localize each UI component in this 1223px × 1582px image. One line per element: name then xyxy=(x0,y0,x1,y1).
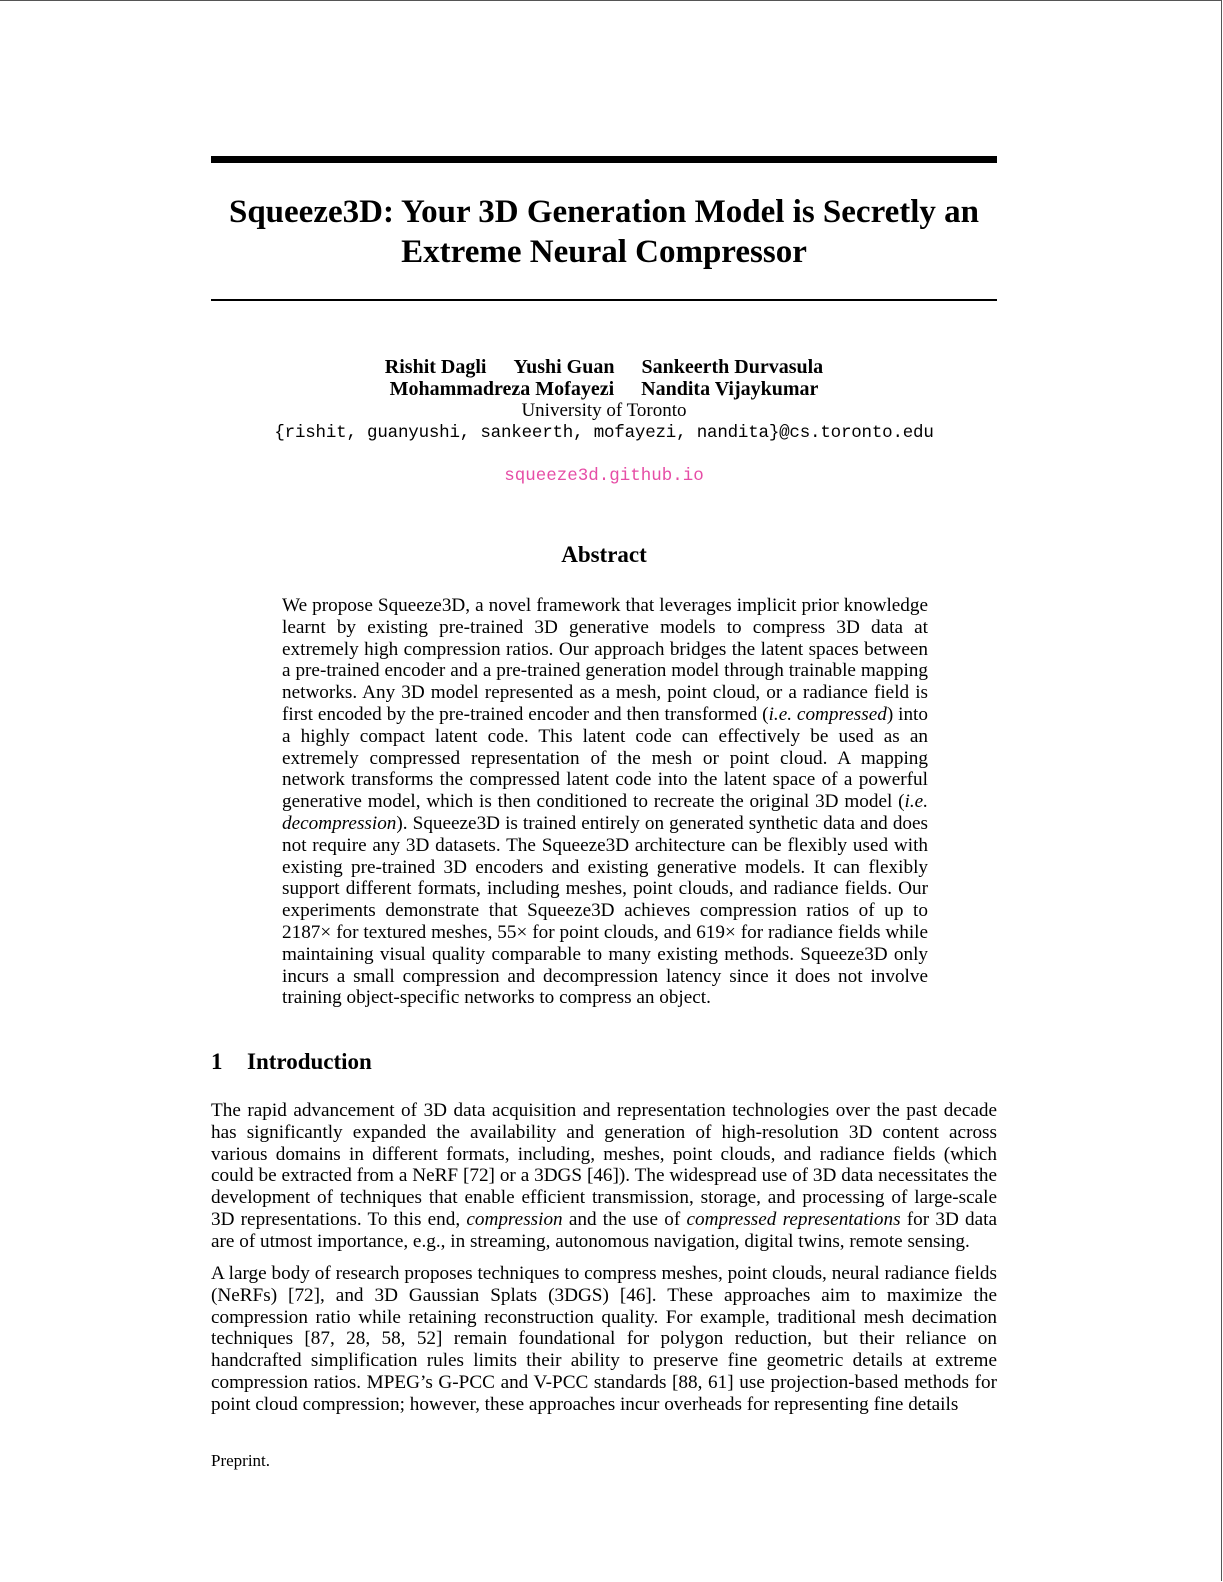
paper-title-line-1: Squeeze3D: Your 3D Generation Model is Secretly an xyxy=(228,194,980,230)
author-emails: {rishit, guanyushi, sankeerth, mofayezi, nandita}@cs.toronto.edu xyxy=(274,423,934,443)
abstract-text: ). Squeeze3D is trained entirely on generated synthetic data and does not require any 3D datasets. The Squeeze3D architecture can be flexibly used with existing pre-trained 3D encoders and existing generative models. It can flexibly support different formats, including meshes, point clouds, and radiance fields. Our experiments demonstrate that Squeeze3D achieves compression ratios of up to 2187× for textured meshes, 55× for point clouds, and 619× for radiance fields while maintaining visual quality comparable to many existing methods. Squeeze3D only incurs a small compression and decompression latency since it does not involve training object-specific networks to compress an object. xyxy=(282,812,928,1009)
abstract-text: We propose Squeeze3D, a novel framework that leverages implicit prior knowledge learnt by existing pre-trained 3D generative models to compress 3D data at extremely high compression ratios. Our approach bridges the latent spaces between a pre-trained encoder and a pre-trained generation model through trainable mapping networks. Any 3D model represented as a mesh, point cloud, or a radiance field is first encoded by the pre-trained encoder and then transformed ( xyxy=(282,595,928,725)
paper-title-line-2: Extreme Neural Compressor xyxy=(401,234,807,270)
abstract-emphasis: i.e. decompression xyxy=(282,791,928,834)
paragraph-emphasis: compressed representations xyxy=(686,1208,901,1230)
author-name: Mohammadreza Mofayezi xyxy=(389,378,615,400)
section-number: 1 xyxy=(211,1049,223,1074)
paragraph-emphasis: compression xyxy=(466,1208,563,1230)
author-line-2 xyxy=(211,378,997,400)
author-name: Yushi Guan xyxy=(513,356,615,378)
intro-paragraph-2: A large body of research proposes techniques to compress meshes, point clouds, neural radiance fields (NeRFs) [72], and 3D Gaussian Splats (3DGS) [46]. These approaches aim to maximize the compression ratio while retaining reconstruction quality. For example, traditional mesh decimation techniques [87, 28, 58, 52] remain foundational for polygon reduction, but their reliance on handcrafted simplification rules limits their ability to preserve fine geometric details at extreme compression ratios. MPEG’s G-PCC and V-PCC standards [88, 61] use projection-based methods for point cloud compression; however, these approaches incur overheads for representing fine details xyxy=(211,1263,997,1415)
paragraph-text: The rapid advancement of 3D data acquisition and representation technologies over the past decade has significantly expanded the availability and generation of high-resolution 3D content across various domains in different formats, including, meshes, point clouds, and radiance fields (which could be extracted from a NeRF [72] or a 3DGS [46]). The widespread use of 3D data necessitates the development of techniques that enable efficient transmission, storage, and processing of large-scale 3D representations. To this end, xyxy=(211,1100,997,1230)
title-top-rule xyxy=(211,156,997,163)
author-name: Sankeerth Durvasula xyxy=(641,356,824,378)
abstract-emphasis: i.e. compressed xyxy=(768,703,887,725)
affiliation: University of Toronto xyxy=(521,400,687,421)
paper-title xyxy=(211,192,997,272)
abstract-text: ) into a highly compact latent code. This latent code can effectively be used as an extremely compressed representation of the mesh or point cloud. A mapping network transforms the compressed latent code into the latent space of a powerful generative model, which is then conditioned to recreate the original 3D model ( xyxy=(282,703,928,813)
author-line-1 xyxy=(211,356,997,378)
title-bottom-rule xyxy=(211,299,997,301)
intro-paragraph-1 xyxy=(211,1100,997,1253)
paragraph-text: for 3D data are of utmost importance, e.g., in streaming, autonomous navigation, digital twins, remote sensing. xyxy=(211,1208,997,1252)
abstract-heading: Abstract xyxy=(561,542,647,567)
abstract-body xyxy=(282,595,928,1009)
section-heading-introduction xyxy=(211,1049,372,1075)
section-title: Introduction xyxy=(247,1049,372,1074)
author-name: Nandita Vijaykumar xyxy=(641,378,819,400)
paragraph-text: and the use of xyxy=(562,1208,687,1230)
footer-note: Preprint. xyxy=(211,1451,271,1470)
author-block xyxy=(211,356,997,445)
project-link[interactable]: squeeze3d.github.io xyxy=(504,466,704,486)
author-name: Rishit Dagli xyxy=(384,356,487,378)
